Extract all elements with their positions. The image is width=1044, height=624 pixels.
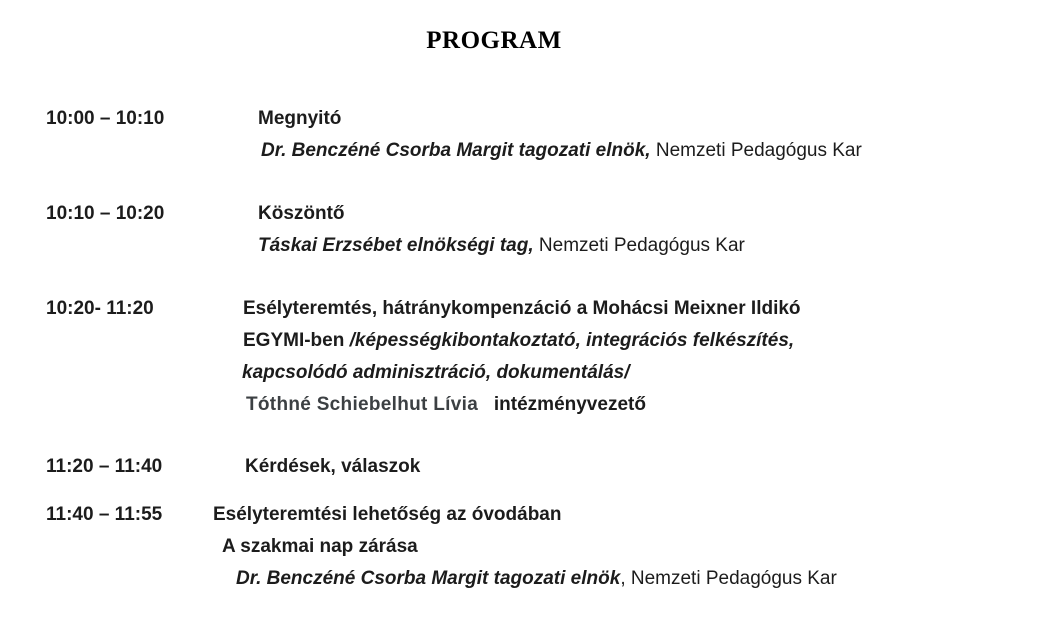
text-line [245,451,1044,483]
text-segment: A szakmai nap zárása [222,536,418,557]
schedule-row [0,198,1044,262]
text-segment: Dr. Benczéné Csorba Margit tagozati elnök, [261,140,651,161]
session-details [258,198,1044,262]
text-segment: Esélyteremtés, hátránykompenzáció a Mohácsi Meixner Ildikó [243,298,801,319]
time-range: 11:40 – 11:55 [46,504,163,525]
schedule-row [0,499,1044,595]
text-segment: Nemzeti Pedagógus Kar [533,235,745,256]
text-line [213,499,1044,531]
text-line [222,531,1044,563]
text-segment: kapcsolódó adminisztráció, dokumentálás/ [242,362,630,383]
text-segment: intézményvezető [478,394,646,415]
text-line [243,325,1044,357]
text-line [243,293,1044,325]
time-range: 10:10 – 10:20 [46,203,165,224]
text-segment: Nemzeti Pedagógus Kar [650,140,862,161]
text-line [258,230,1044,262]
schedule-row [0,293,1044,421]
page-title: PROGRAM [426,27,562,54]
text-segment: Megnyitó [258,108,342,129]
session-details [245,451,1044,483]
time-range: 11:20 – 11:40 [46,456,163,477]
schedule-row [0,451,1044,483]
text-segment: Dr. Benczéné Csorba Margit tagozati elnök [236,568,621,589]
text-segment: Tóthné Schiebelhut Lívia [246,394,479,415]
text-segment: /képességkibontakoztató, integrációs felkészítés, [349,330,795,351]
schedule-row [0,103,1044,167]
text-line [242,357,1044,389]
text-segment: Köszöntő [258,203,345,224]
text-line [246,389,1044,421]
time-range: 10:20- 11:20 [46,298,154,319]
text-line [258,198,1044,230]
text-segment: Kérdések, válaszok [245,456,421,477]
schedule [0,103,1044,595]
text-segment: , Nemzeti Pedagógus Kar [620,568,837,589]
text-segment: Táskai Erzsébet elnökségi tag, [258,235,534,256]
session-details [242,293,1044,421]
text-segment: Esélyteremtési lehetőség az óvodában [213,504,562,525]
text-line [258,103,1044,135]
session-details [258,103,1044,167]
session-details [213,499,1044,595]
time-range: 10:00 – 10:10 [46,108,165,129]
text-segment: EGYMI-ben [243,330,350,351]
text-line [236,563,1044,595]
text-line [261,135,1044,167]
